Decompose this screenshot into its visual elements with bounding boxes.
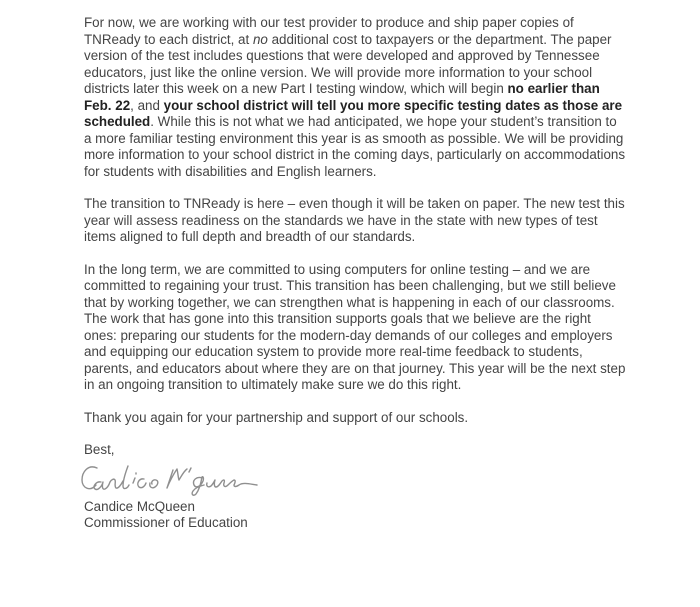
signature-block (84, 499, 627, 532)
text-segment: For now, we are working with our test provider to produce and ship paper copies of TNReady to each district, at (84, 15, 574, 47)
text-segment: . While this is not what we had anticipated, we hope your student’s transition to a more familiar testing environment this year is as smooth as possible. We will be providing more information to your school district in the coming days, particularly on accommodations for students with disabilities and English learners. (84, 114, 626, 179)
paragraph-2 (84, 196, 627, 246)
text-segment-bold: your school district will tell you more specific testing dates as those are scheduled (84, 97, 623, 129)
text-segment-bold: no earlier than Feb. 22 (84, 81, 600, 113)
signer-title: Commissioner of Education (84, 515, 248, 530)
paragraph-1 (84, 15, 627, 180)
text-segment-italic: no (252, 31, 268, 47)
text-segment: Thank you again for your partnership and support of our schools. (84, 409, 469, 425)
signature-icon (80, 461, 627, 499)
text-segment: , and (130, 97, 164, 113)
paragraph-3 (84, 262, 627, 394)
text-segment: In the long term, we are committed to using computers for online testing – and we are committed to regaining your trust. This transition has been challenging, but we still believe that by working together, we can strengthen what is happening in each of our classrooms. The work that has gone into this transition supports goals that we believe are the right ones: preparing our students for the modern-day demands of our colleges and employers and equipping our education system to provide more real-time feedback to students, parents, and educators about where they are on that journey. This year will be the next step in an ongoing transition to ultimately make sure we do this right. (84, 261, 626, 392)
paragraph-4-thanks (84, 410, 627, 427)
closing-salutation: Best, (84, 442, 115, 457)
text-segment: The transition to TNReady is here – even though it will be taken on paper. The new test this year will assess readiness on the standards we have in the state with new types of test items aligned to full depth and breadth of our standards. (84, 196, 625, 244)
text-segment: additional cost to taxpayers or the department. The paper version of the test includes questions that were developed and approved by Tennessee educators, just like the online version. We will provide more information to your school districts later this week on a new Part I testing window, which will begin (84, 31, 612, 96)
signer-name: Candice McQueen (84, 498, 195, 514)
